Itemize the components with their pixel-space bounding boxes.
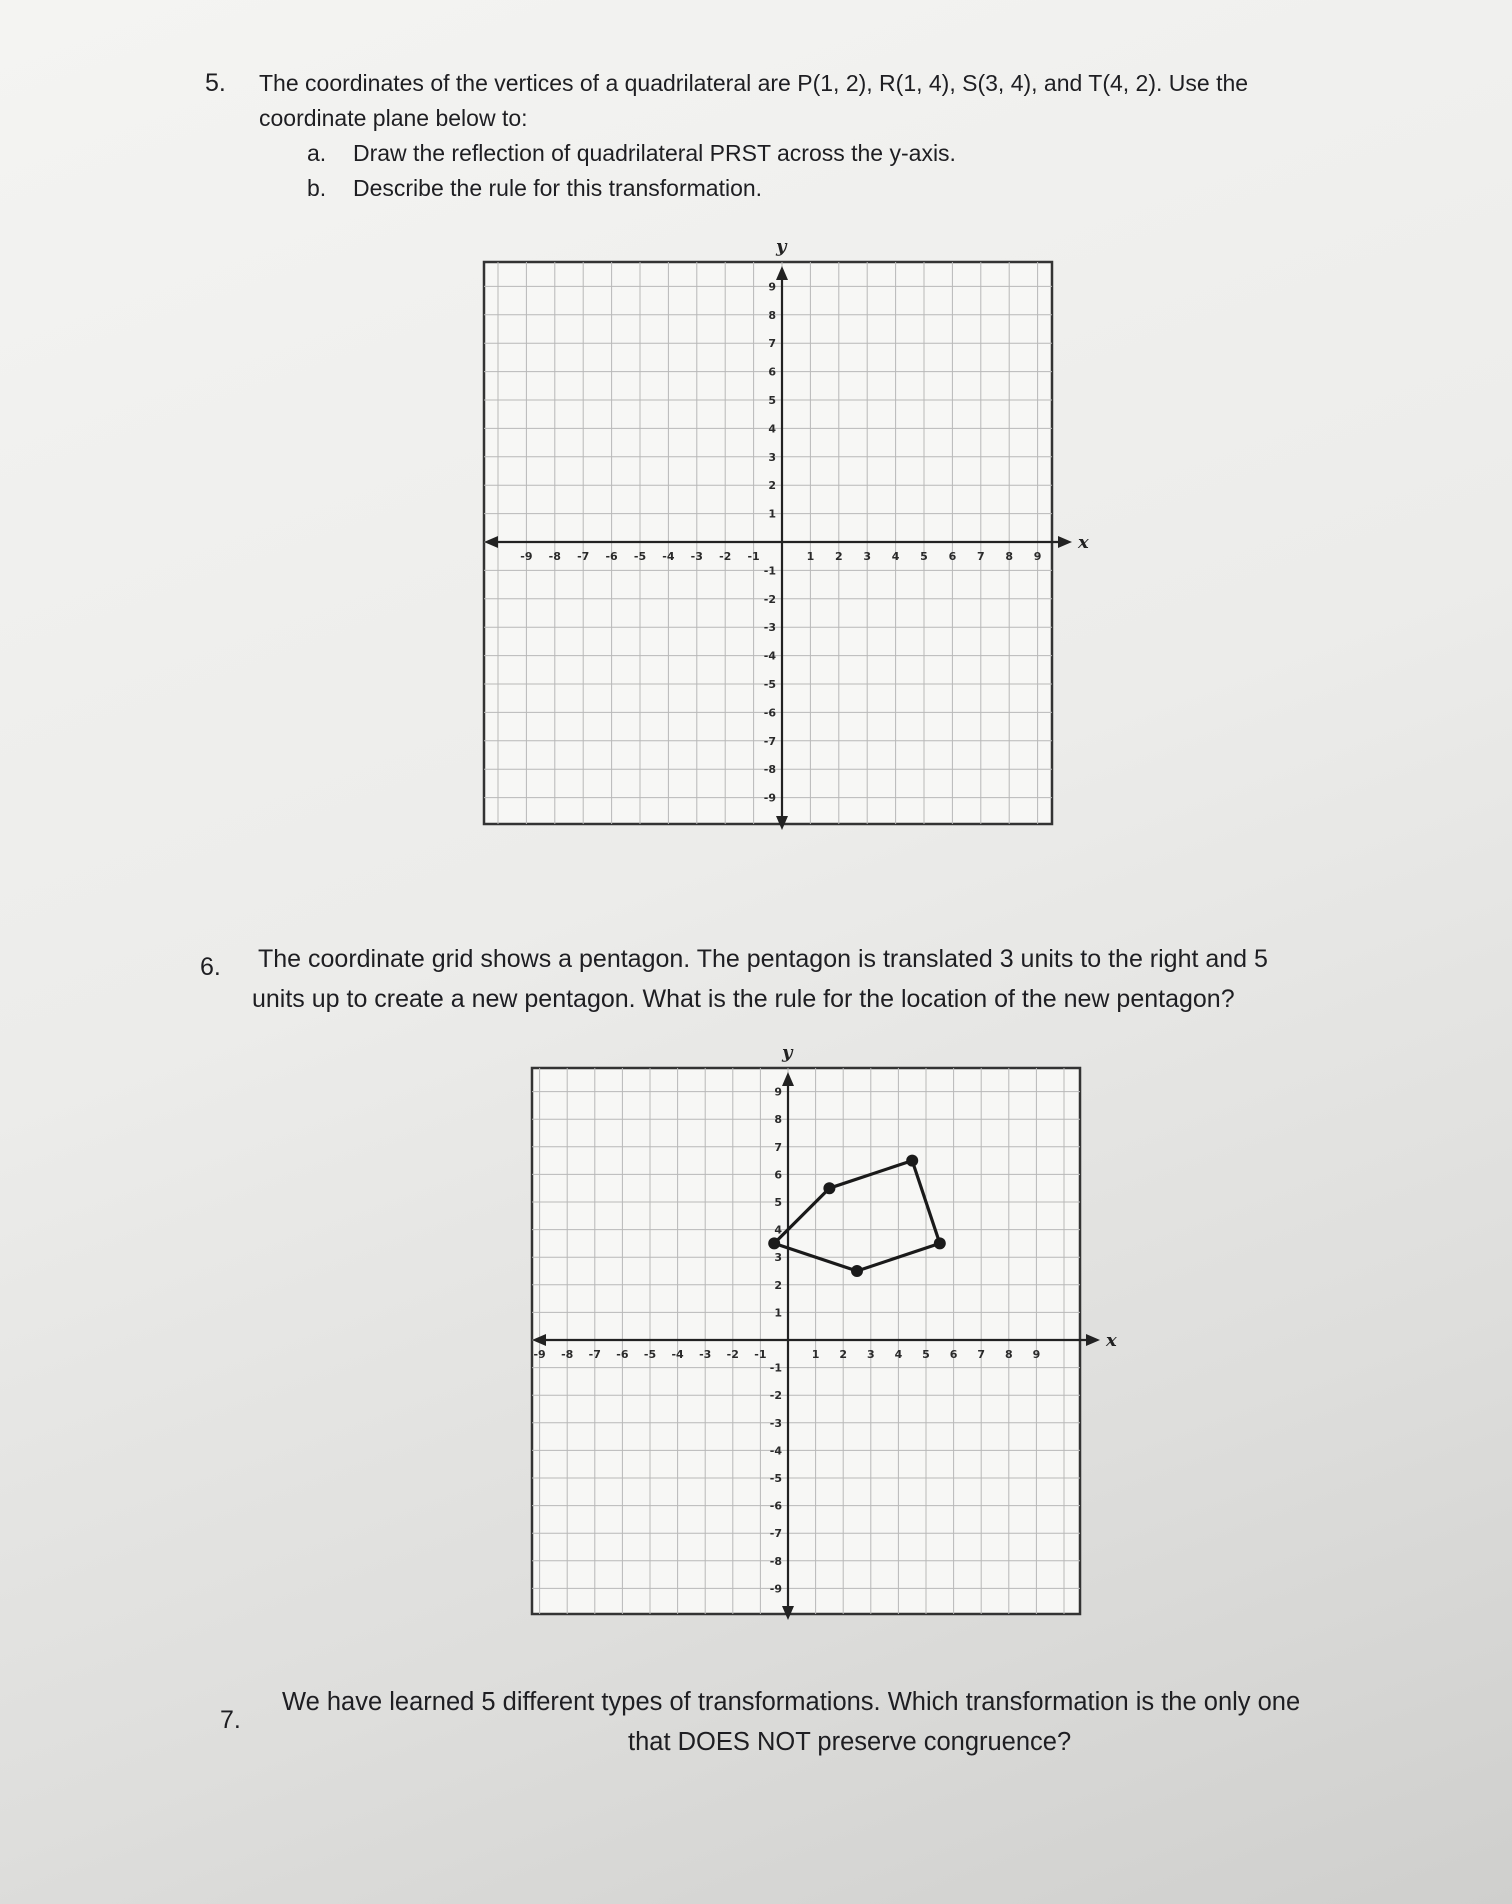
y-tick-label: 1 — [774, 1306, 782, 1320]
x-tick-label: 5 — [920, 550, 928, 563]
y-tick-label: 4 — [774, 1223, 782, 1237]
question-6-line-2: units up to create a new pentagon. What is the rule for the location of the new pentagon? — [252, 985, 1235, 1013]
x-tick-label: -9 — [533, 1348, 546, 1361]
x-tick-label: 7 — [977, 1348, 986, 1361]
y-tick-label: 2 — [774, 1278, 782, 1292]
y-tick-label: 8 — [774, 1113, 782, 1127]
y-tick-label: -8 — [769, 1554, 782, 1568]
y-tick-label: -1 — [769, 1361, 782, 1375]
y-tick-label: -8 — [763, 763, 776, 777]
x-axis-label: x — [1106, 1330, 1117, 1351]
x-tick-label: -7 — [588, 1348, 601, 1361]
y-tick-label: -9 — [763, 791, 776, 805]
coordinate-grid-2-svg — [528, 1038, 1117, 1638]
y-axis-label: y — [776, 236, 787, 257]
y-tick-label: 4 — [768, 422, 776, 436]
x-tick-label: 2 — [839, 1348, 848, 1361]
y-tick-label: 8 — [768, 308, 776, 322]
question-5-number: 5. — [205, 69, 226, 97]
x-tick-label: 3 — [866, 1348, 875, 1361]
y-tick-label: -2 — [769, 1389, 782, 1403]
x-tick-label: -1 — [754, 1348, 767, 1361]
x-tick-label: -5 — [633, 550, 647, 563]
question-5b-text: Describe the rule for this transformation. — [353, 175, 763, 201]
x-axis-label: x — [1078, 532, 1089, 553]
y-tick-label: -1 — [763, 564, 776, 578]
x-tick-label: 6 — [948, 550, 957, 563]
y-tick-label: 5 — [768, 394, 776, 407]
y-tick-label: -5 — [769, 1472, 782, 1485]
x-tick-label: 7 — [976, 550, 985, 563]
x-tick-label: 8 — [1005, 550, 1014, 563]
y-tick-label: -7 — [763, 734, 776, 748]
x-tick-label: 4 — [891, 550, 900, 563]
question-7-line-2: that DOES NOT preserve congruence? — [628, 1728, 1072, 1756]
x-tick-label: 8 — [1004, 1348, 1013, 1361]
x-tick-label: -7 — [577, 550, 590, 563]
y-tick-label: -3 — [769, 1416, 782, 1430]
coordinate-grid-1 — [480, 232, 1100, 832]
question-5a-label: a. — [307, 140, 327, 166]
y-tick-label: 7 — [774, 1140, 782, 1154]
question-7-number: 7. — [220, 1706, 241, 1734]
pentagon-vertex — [823, 1182, 835, 1194]
y-tick-label: -6 — [769, 1499, 782, 1513]
y-tick-label: 3 — [774, 1251, 782, 1265]
x-tick-label: -4 — [662, 550, 675, 563]
question-5-line-2: coordinate plane below to: — [259, 105, 528, 131]
y-tick-label: -4 — [769, 1444, 782, 1458]
x-tick-label: -9 — [520, 550, 533, 563]
x-tick-label: -8 — [561, 1348, 574, 1361]
question-5b-label: b. — [307, 175, 327, 201]
x-tick-label: 2 — [834, 550, 843, 563]
pentagon-vertex — [934, 1237, 946, 1249]
x-tick-label: -6 — [616, 1348, 629, 1361]
y-tick-label: -7 — [769, 1527, 782, 1541]
x-tick-label: -8 — [548, 550, 561, 563]
y-tick-label: -2 — [763, 592, 776, 606]
x-tick-label: 5 — [922, 1348, 930, 1361]
y-tick-label: -4 — [763, 649, 776, 663]
question-6-number: 6. — [200, 953, 221, 981]
pentagon-vertex — [851, 1265, 863, 1277]
y-tick-label: 9 — [774, 1085, 782, 1099]
x-tick-label: -6 — [605, 550, 618, 563]
question-7-line-1: We have learned 5 different types of transformations. Which transformation is the only one — [282, 1688, 1301, 1716]
y-tick-label: -6 — [763, 706, 776, 720]
pentagon-vertex — [906, 1155, 918, 1167]
y-tick-label: 6 — [774, 1168, 782, 1182]
y-tick-label: 1 — [768, 507, 776, 521]
y-axis-label: y — [782, 1042, 793, 1063]
question-5a-text: Draw the reflection of quadrilateral PRST across the y-axis. — [353, 140, 956, 166]
y-tick-label: 7 — [768, 337, 776, 351]
coordinate-grid-1-svg — [480, 232, 1100, 832]
x-tick-label: -4 — [671, 1348, 684, 1361]
x-tick-label: 1 — [811, 1348, 820, 1361]
y-tick-label: 2 — [768, 479, 776, 493]
y-tick-label: -5 — [763, 678, 776, 691]
x-tick-label: -3 — [690, 550, 703, 563]
y-tick-label: 9 — [768, 280, 776, 294]
x-tick-label: -2 — [726, 1348, 739, 1361]
coordinate-grid-2 — [528, 1038, 1117, 1638]
question-5-line-1: The coordinates of the vertices of a quadrilateral are P(1, 2), R(1, 4), S(3, 4), and T(4, 2). Use the — [259, 70, 1249, 96]
x-tick-label: 6 — [949, 1348, 958, 1361]
x-tick-label: 1 — [806, 550, 815, 563]
x-tick-label: -2 — [719, 550, 732, 563]
x-tick-label: 9 — [1032, 1348, 1041, 1361]
pentagon-vertex — [768, 1237, 780, 1249]
x-tick-label: -5 — [643, 1348, 657, 1361]
x-tick-label: 4 — [894, 1348, 903, 1361]
x-tick-label: 3 — [863, 550, 872, 563]
x-axis-arrow-right — [1086, 1334, 1100, 1346]
y-tick-label: 6 — [768, 365, 776, 379]
x-tick-label: -3 — [699, 1348, 712, 1361]
y-tick-label: -9 — [769, 1582, 782, 1596]
x-tick-label: -1 — [747, 550, 760, 563]
y-tick-label: 3 — [768, 450, 776, 464]
x-tick-label: 9 — [1033, 550, 1042, 563]
y-tick-label: 5 — [774, 1196, 782, 1209]
question-6-line-1: The coordinate grid shows a pentagon. The pentagon is translated 3 units to the right and 5 — [258, 945, 1268, 973]
x-axis-arrow-right — [1058, 536, 1072, 548]
y-tick-label: -3 — [763, 621, 776, 635]
